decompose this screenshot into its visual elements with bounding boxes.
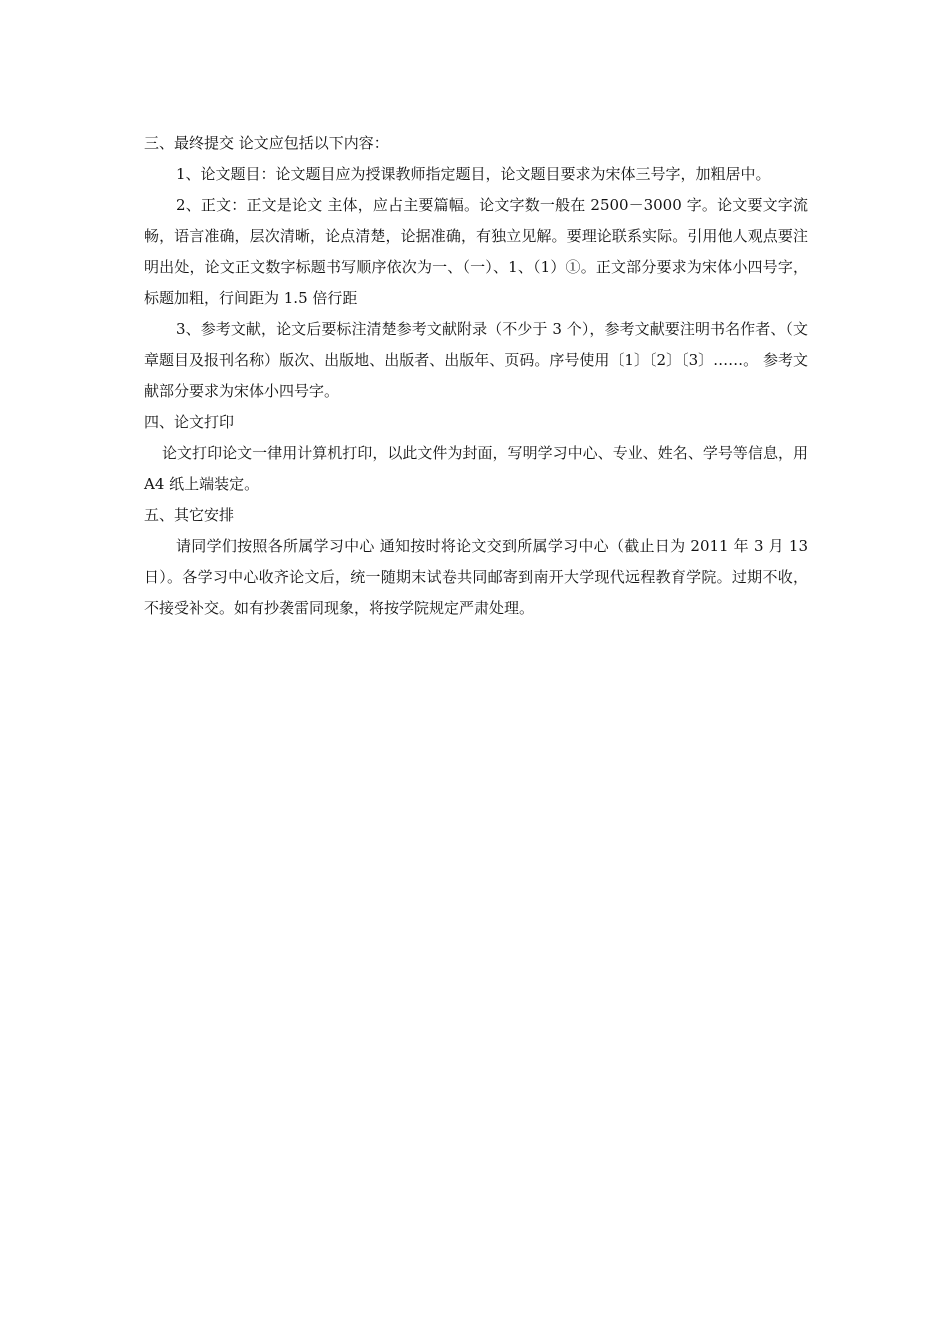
- section-heading-printing: 四、论文打印: [144, 413, 235, 431]
- paragraph-main-text: 2、正文：正文是论文 主体，应占主要篇幅。论文字数一般在 2500－3000 字。论文要文字流畅，语言准确，层次清晰，论点清楚，论据准确，有独立见解。要理论联系实际。引用他人观点要注明出处，论文正文数字标题书写顺序依次为一、（一）、1、（1）①。正文部分要求为宋体小四号字，标题加粗，行间距为 1.5 倍行距: [144, 196, 808, 307]
- section-heading-submission: 三、最终提交 论文应包括以下内容：: [144, 134, 389, 152]
- paragraph-references: 3、参考文献，论文后要标注清楚参考文献附录（不少于 3 个），参考文献要注明书名作者、（文章题目及报刊名称）版次、出版地、出版者、出版年、页码。序号使用〔1〕〔2〕〔3〕……。 参考文献部分要求为宋体小四号字。: [144, 320, 808, 400]
- paragraph-thesis-title: 1、论文题目：论文题目应为授课教师指定题目，论文题目要求为宋体三号字，加粗居中。: [176, 165, 771, 183]
- paragraph-other-arrangements: 请同学们按照各所属学习中心 通知按时将论文交到所属学习中心（截止日为 2011 年 3 月 13 日）。各学习中心收齐论文后，统一随期末试卷共同邮寄到南开大学现代远程教育学院。过期不收， 不接受补交。如有抄袭雷同现象，将按学院规定严肃处理。: [144, 537, 808, 617]
- document-body: [144, 128, 808, 624]
- paragraph-printing: 论文打印论文一律用计算机打印，以此文件为封面，写明学习中心、专业、姓名、学号等信息，用 A4 纸上端装定。: [144, 444, 808, 493]
- section-heading-other: 五、其它安排: [144, 506, 235, 524]
